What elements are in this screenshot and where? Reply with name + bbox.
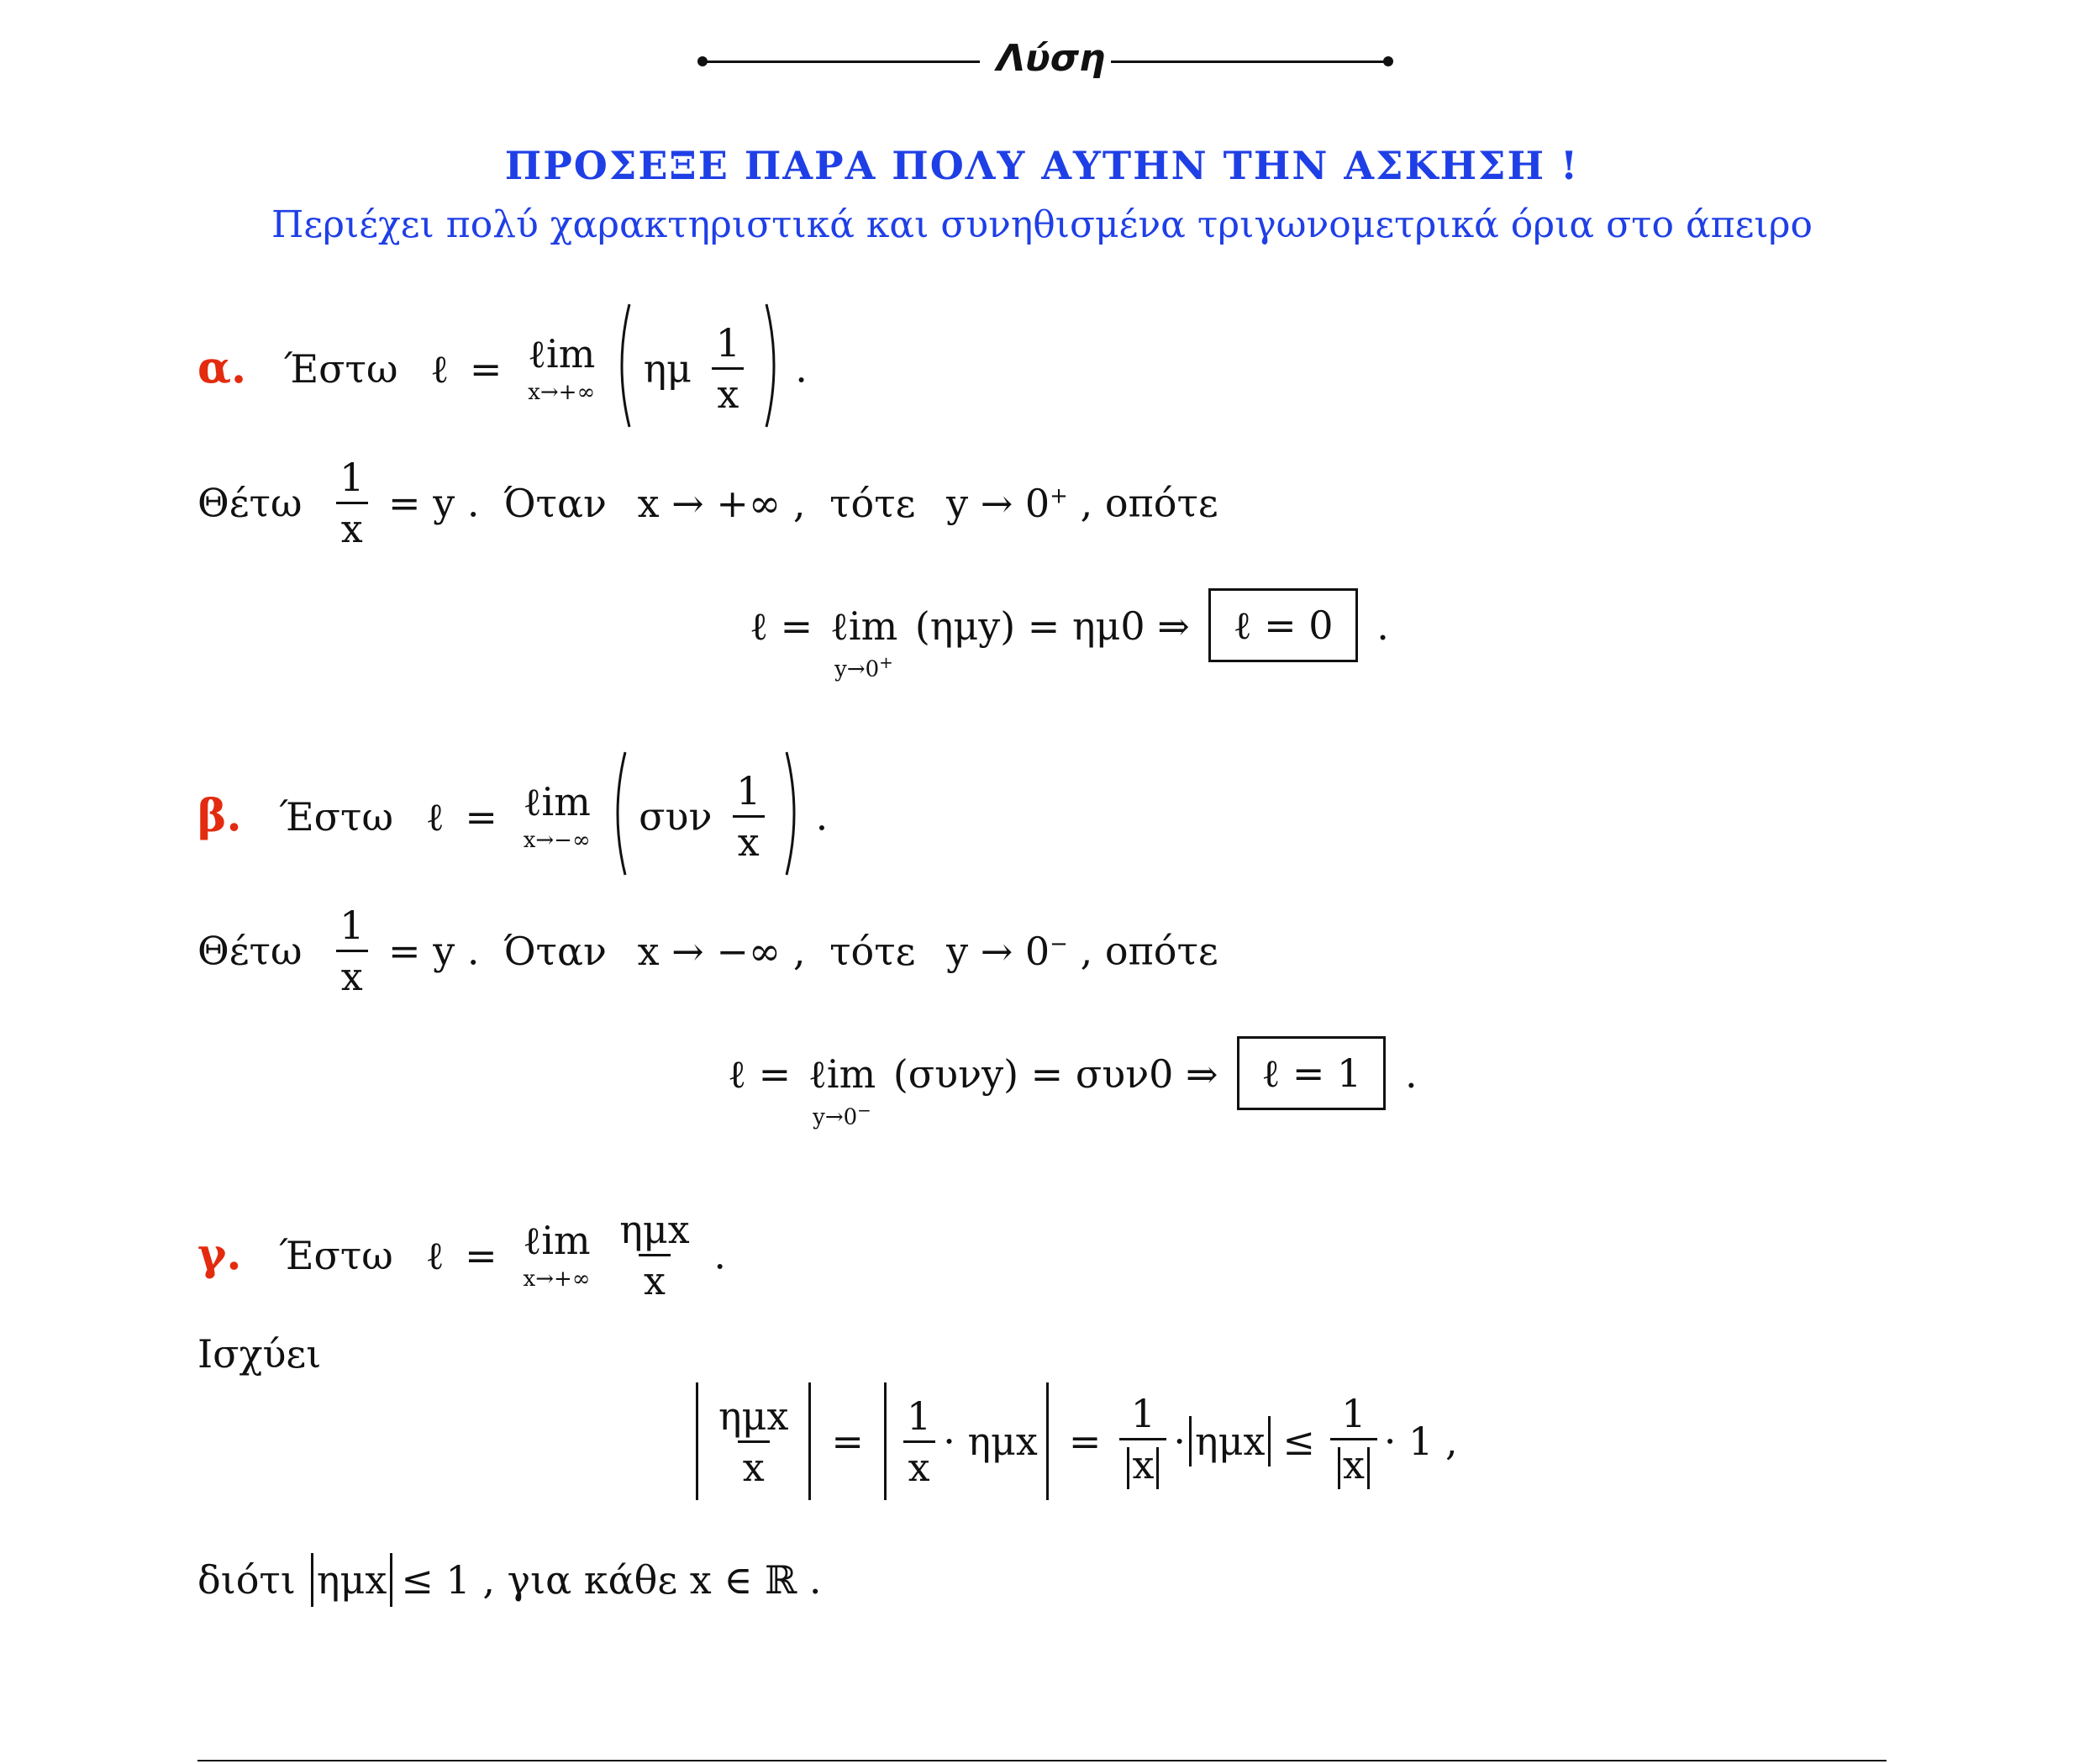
part-c-ell: ℓ: [425, 1232, 445, 1278]
ineq-den-3: x: [1119, 1438, 1166, 1489]
part-a-sub-den: x: [336, 502, 368, 548]
part-c-num: ημx: [619, 1207, 690, 1252]
header-dot-left: [697, 56, 708, 66]
ineq-num-3: 1: [1130, 1390, 1156, 1436]
part-a-fraction: [711, 320, 745, 417]
part-b-num: 1: [736, 768, 761, 814]
ineq-den-4: x: [1330, 1438, 1377, 1489]
ineq-num-1: ημx: [718, 1393, 789, 1439]
part-a-rparen-icon: [765, 303, 783, 434]
part-b-res-sub: y→0−: [813, 1100, 871, 1130]
header-title: Λύση: [997, 37, 1106, 80]
ineq-den-2: x: [903, 1440, 935, 1487]
ineq-den-1: x: [738, 1440, 770, 1487]
part-b-sub-den: x: [336, 950, 368, 996]
abs-bar-3-left: [1189, 1416, 1192, 1466]
ineq-eq-1: =: [831, 1419, 864, 1464]
because-abs-right: [390, 1553, 392, 1607]
part-a-sub-num: 1: [339, 455, 365, 500]
because-abs-content: ημx: [316, 1557, 387, 1603]
part-c-den: x: [639, 1254, 671, 1300]
part-b-eq: =: [465, 793, 497, 840]
part-b-lim: ℓim: [523, 778, 591, 824]
ineq-frac-1: [713, 1393, 793, 1490]
part-c-fraction: [614, 1207, 694, 1303]
part-a-res-sub: y→0+: [834, 652, 893, 682]
ineq-abs-3: ημx: [1195, 1419, 1266, 1464]
ineq-eq-2: =: [1068, 1419, 1102, 1464]
part-a-res-lim: ℓim: [829, 603, 898, 649]
part-b-sub-num: 1: [339, 903, 365, 948]
part-c-inequality: [687, 1374, 1458, 1509]
because-abs-left: [311, 1553, 313, 1607]
part-a-lim: ℓim: [527, 330, 596, 376]
part-a-label: α.: [197, 342, 247, 394]
abs-bar-2-left: [884, 1382, 887, 1500]
part-a-eq: =: [469, 345, 503, 392]
part-a-ell: ℓ: [430, 345, 450, 392]
part-a-result: [750, 588, 1389, 681]
banner-warning: ΠΡΟΣΕΞΕ ΠΑΡΑ ΠΟΛΥ ΑΥΤΗΝ ΤΗΝ ΑΣΚΗΣΗ !: [504, 143, 1580, 188]
part-c-eq: =: [465, 1232, 497, 1278]
part-c-limit: [523, 1217, 591, 1292]
part-a-res-mid: (ημy) = ημ0 ⇒: [914, 603, 1190, 649]
part-b-res-lim: ℓim: [808, 1051, 876, 1097]
part-b-ell: ℓ: [425, 793, 445, 840]
part-c-statement: [197, 1207, 726, 1303]
part-a-answer-box: ℓ = 0: [1208, 588, 1357, 662]
part-a-set-word: Θέτω: [197, 480, 303, 526]
ineq-le: ≤: [1282, 1419, 1315, 1464]
part-b-limit: [523, 778, 591, 853]
part-a-res-left: ℓ =: [750, 603, 813, 649]
part-a-then: τότε: [829, 480, 916, 526]
part-a-sub-fraction: [334, 455, 369, 551]
part-b-eq-y: = y .: [388, 928, 480, 974]
header-rule-left: [703, 61, 980, 63]
part-c-dot: .: [713, 1232, 726, 1278]
part-c-label: γ.: [197, 1229, 242, 1281]
part-a-res-limit: [830, 588, 897, 681]
part-a-num: 1: [715, 320, 740, 366]
ineq-dot-3: ·: [1173, 1419, 1187, 1464]
part-b-lparen-icon: [608, 750, 627, 882]
part-a-dot: .: [795, 345, 808, 392]
abs-bar-3-right: [1268, 1416, 1271, 1466]
banner-subtitle: Περιέχει πολύ χαρακτηριστικά και συνηθισμένα τριγωνομετρικά όρια στο άπειρο: [271, 203, 1813, 246]
part-b-statement: [197, 750, 828, 882]
part-a-when: Όταν: [503, 480, 607, 526]
part-a-eq-y: = y .: [388, 480, 480, 526]
part-b-let: Έστω: [279, 793, 394, 840]
part-b-so: , οπότε: [1080, 928, 1218, 974]
part-b-dot: .: [815, 793, 829, 840]
part-b-substitution: [197, 903, 1218, 999]
part-b-set-word: Θέτω: [197, 928, 303, 974]
part-b-func: συν: [639, 793, 713, 840]
part-a-end: .: [1376, 603, 1389, 649]
part-b-y-to: y → 0−: [946, 928, 1068, 974]
part-b-then: τότε: [829, 928, 916, 974]
part-a-substitution: [197, 455, 1218, 551]
ineq-num-2: 1: [906, 1393, 932, 1439]
because-word: διότι: [197, 1557, 296, 1603]
part-b-fraction: [731, 768, 766, 865]
part-a-let: Έστω: [283, 345, 398, 392]
ineq-term-4: · 1 ,: [1383, 1419, 1458, 1464]
part-a-den: x: [712, 367, 744, 413]
part-a-func: ημ: [643, 345, 692, 392]
part-c-lim-sub: x→+∞: [523, 1266, 591, 1292]
part-b-label: β.: [197, 790, 242, 842]
part-b-result: [728, 1036, 1418, 1129]
part-c-let: Έστω: [279, 1232, 393, 1278]
part-b-x-to: x → −∞ ,: [637, 928, 806, 974]
part-b-lim-sub: x→−∞: [523, 827, 591, 853]
ineq-frac-4: [1330, 1390, 1377, 1489]
ineq-frac-3: [1119, 1390, 1166, 1489]
ineq-frac-2: [902, 1393, 936, 1490]
part-a-lim-sub: x→+∞: [528, 379, 596, 405]
footer-rule: [197, 1760, 1887, 1761]
abs-bar-1-left: [696, 1382, 698, 1500]
part-c-holds: Ισχύει: [197, 1331, 322, 1377]
part-a-so: , οπότε: [1080, 480, 1218, 526]
part-c-lim: ℓim: [523, 1217, 591, 1263]
part-b-answer-box: ℓ = 1: [1237, 1036, 1386, 1110]
part-b-rparen-icon: [785, 750, 803, 882]
part-b-res-limit: [808, 1036, 876, 1129]
part-a-lparen-icon: [613, 303, 631, 434]
header-rule-right: [1111, 61, 1388, 63]
part-a-y-to: y → 0+: [946, 480, 1068, 526]
because-rest: ≤ 1 , για κάθε x ∈ ℝ .: [401, 1557, 822, 1603]
part-b-res-left: ℓ =: [728, 1051, 792, 1097]
part-b-end: .: [1404, 1051, 1418, 1097]
part-b-den: x: [733, 815, 765, 861]
part-a-x-to: x → +∞ ,: [637, 480, 806, 526]
part-b-sub-fraction: [334, 903, 369, 999]
header-dot-right: [1383, 56, 1393, 66]
ineq-num-4: 1: [1341, 1390, 1366, 1436]
part-b-when: Όταν: [503, 928, 607, 974]
ineq-term-2: · ημx: [943, 1419, 1038, 1464]
abs-bar-2-right: [1046, 1382, 1049, 1500]
part-c-because: [197, 1553, 822, 1607]
abs-bar-1-right: [808, 1382, 811, 1500]
part-a-limit: [527, 330, 596, 405]
part-a-statement: [197, 303, 808, 434]
part-b-res-mid: (συνy) = συν0 ⇒: [892, 1051, 1218, 1097]
